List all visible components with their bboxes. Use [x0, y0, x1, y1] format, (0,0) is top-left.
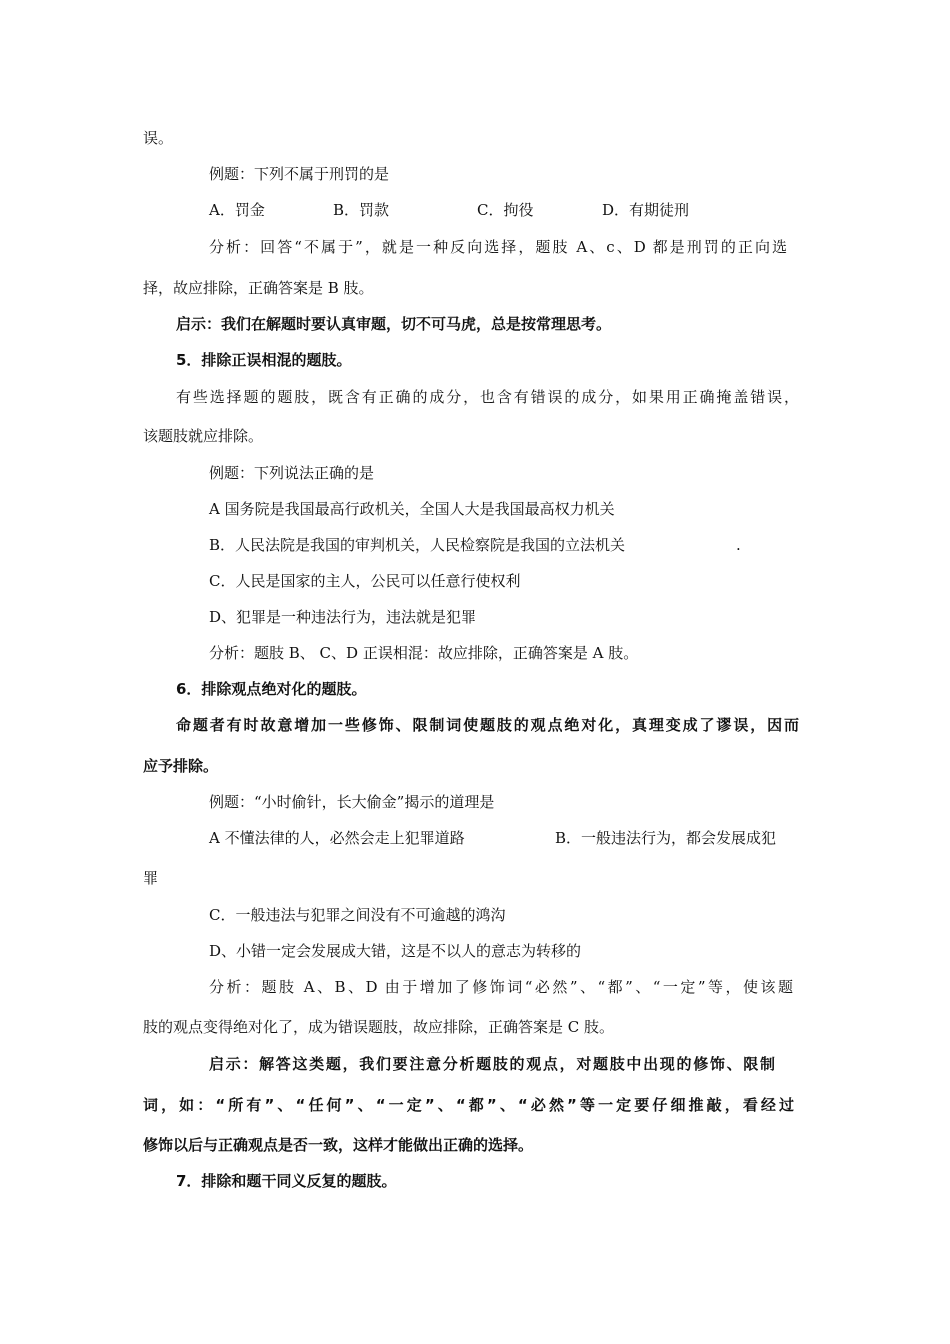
bold-paragraph-line: 命题者有时故意增加一些修饰、限制词使题肢的观点绝对化，真理变成了谬误，因而 — [176, 716, 799, 734]
stray-dot: . — [736, 536, 741, 554]
insight-line: 启示：我们在解题时要认真审题，切不可马虎，总是按常理思考。 — [176, 315, 612, 333]
option-d: D、犯罪是一种违法行为，违法就是犯罪 — [209, 608, 477, 626]
option-b: B．罚款 — [333, 201, 390, 219]
option-b: B．人民法院是我国的审判机关，人民检察院是我国的立法机关 — [209, 536, 626, 554]
option-a: A 国务院是我国最高行政机关，全国人大是我国最高权力机关 — [209, 500, 615, 518]
option-c: C．一般违法与犯罪之间没有不可逾越的鸿沟 — [209, 906, 506, 924]
paragraph-line: 有些选择题的题肢，既含有正确的成分，也含有错误的成分，如果用正确掩盖错误， — [176, 388, 799, 406]
option-c: C．拘役 — [477, 201, 534, 219]
insight-line: 修饰以后与正确观点是否一致，这样才能做出正确的选择。 — [143, 1136, 534, 1154]
analysis-line: 分析：题肢 A、B、D 由于增加了修饰词“必然”、“都”、“一定”等，使该题 — [209, 978, 793, 996]
section-heading-6: 6．排除观点绝对化的题肢。 — [176, 680, 367, 698]
bold-paragraph-line: 应予排除。 — [143, 757, 219, 775]
option-d: D、小错一定会发展成大错，这是不以人的意志为转移的 — [209, 942, 582, 960]
insight-line: 启示：解答这类题，我们要注意分析题肢的观点，对题肢中出现的修饰、限制 — [209, 1055, 775, 1073]
example-question: 例题：“小时偷针，长大偷金”揭示的道理是 — [209, 793, 495, 811]
paragraph-line: 该题肢就应排除。 — [143, 427, 264, 445]
option-c: C．人民是国家的主人，公民可以任意行使权利 — [209, 572, 521, 590]
example-question: 例题：下列不属于刑罚的是 — [209, 165, 390, 183]
text-line: 误。 — [143, 129, 174, 147]
section-heading-7: 7．排除和题干同义反复的题肢。 — [176, 1172, 397, 1190]
analysis-line: 肢的观点变得绝对化了，成为错误题肢，故应排除，正确答案是 C 肢。 — [143, 1018, 615, 1036]
option-d: D．有期徒刑 — [602, 201, 690, 219]
option-a: A．罚金 — [209, 201, 265, 219]
example-question: 例题：下列说法正确的是 — [209, 464, 375, 482]
option-a: A 不懂法律的人，必然会走上犯罪道路 — [209, 829, 465, 847]
analysis-line: 分析：回答“不属于”，就是一种反向选择，题肢 A、c、D 都是刑罚的正向选 — [209, 238, 787, 256]
section-heading-5: 5．排除正误相混的题肢。 — [176, 351, 352, 369]
option-b-continued: 罪 — [143, 869, 159, 887]
analysis-line: 分析：题肢 B、 C、D 正误相混：故应排除，正确答案是 A 肢。 — [209, 644, 639, 662]
analysis-line: 择，故应排除，正确答案是 B 肢。 — [143, 279, 374, 297]
option-b: B．一般违法行为，都会发展成犯 — [555, 829, 777, 847]
insight-line: 词，如：“所有”、“任何”、“一定”、“都”、“必然”等一定要仔细推敲，看经过 — [143, 1096, 794, 1114]
